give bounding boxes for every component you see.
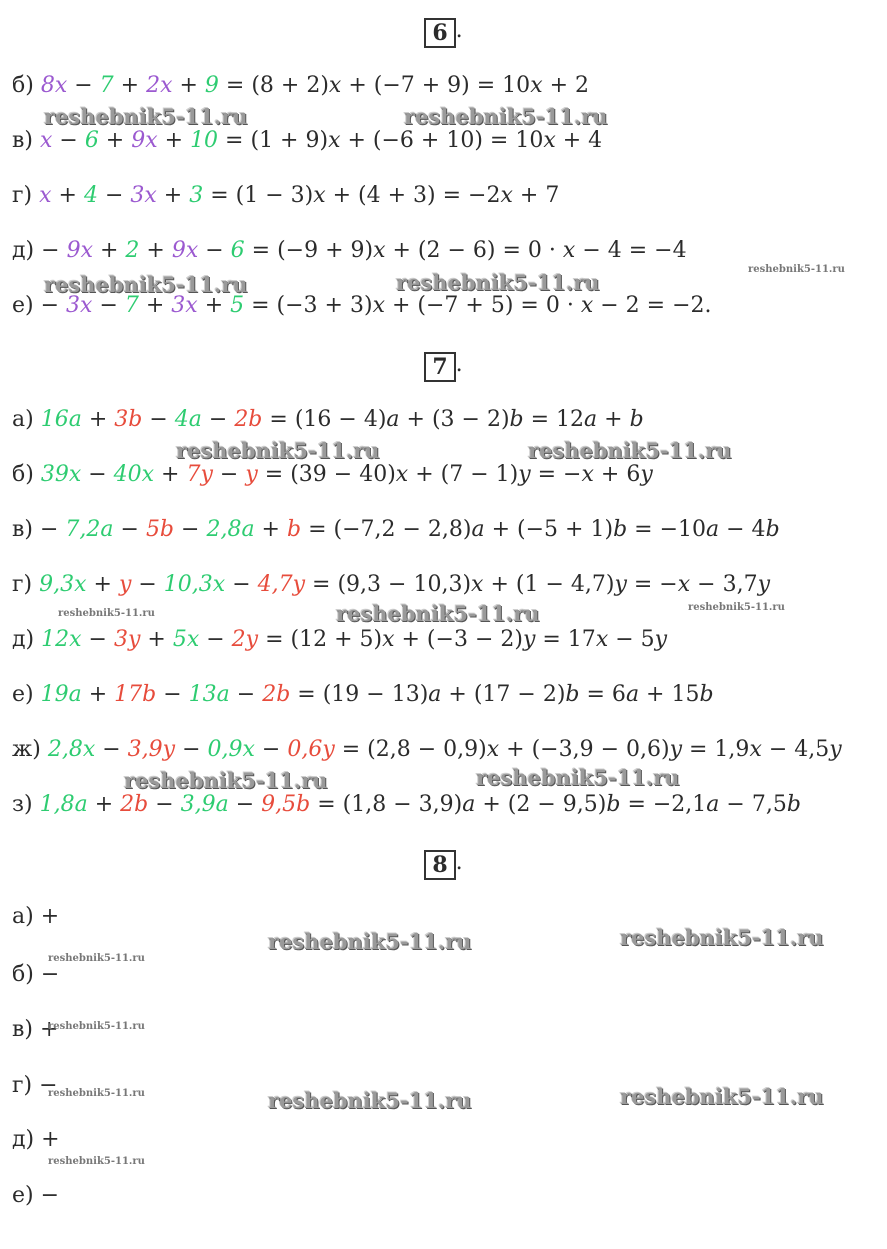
math-text: −	[131, 572, 164, 597]
math-text: a	[386, 407, 400, 432]
math-text: +	[172, 73, 205, 98]
math-text: −	[41, 238, 67, 263]
item-label: г)	[12, 572, 33, 597]
math-text: = 12	[523, 407, 585, 432]
math-text: +	[197, 293, 231, 318]
watermark: reshebnik5-11.ru	[48, 1088, 145, 1099]
section-7-header: 7 .	[0, 352, 887, 382]
math-text: b	[765, 517, 780, 542]
math-text: + (3 − 2)	[399, 407, 510, 432]
math-text: + 2	[542, 73, 590, 98]
term: 5b	[145, 517, 175, 542]
item-label: е)	[12, 682, 34, 707]
term: 2x	[146, 73, 173, 98]
equation-line	[12, 237, 687, 265]
item-label: г)	[12, 1073, 33, 1098]
math-text: = (−3 + 3)	[244, 293, 373, 318]
math-text: a	[706, 792, 720, 817]
math-text: = −	[530, 462, 582, 487]
math-text: −	[148, 792, 181, 817]
term: 2,8a	[206, 517, 255, 542]
math-text: + (−7 + 5) = 0 ·	[384, 293, 581, 318]
item-label: д)	[12, 627, 35, 652]
watermark: reshebnik5-11.ru	[44, 272, 248, 297]
term: 3x	[66, 293, 93, 318]
math-text: x	[471, 572, 484, 597]
term: 17b	[114, 682, 157, 707]
math-text: + 6	[593, 462, 641, 487]
math-text: = 17	[535, 627, 596, 652]
answer-line	[12, 1182, 59, 1210]
term: 3y	[113, 627, 141, 652]
term: 9x	[171, 238, 199, 263]
math-text: − 4 = −4	[575, 238, 687, 263]
math-text: +	[597, 407, 630, 432]
math-text: +	[81, 407, 115, 432]
term: 2,8x	[47, 737, 96, 762]
term: 7y	[186, 462, 213, 487]
math-text: −	[174, 517, 207, 542]
math-text: = 6	[579, 682, 626, 707]
equation-line	[12, 791, 801, 819]
math-text: = (19 − 13)	[290, 682, 429, 707]
math-text: = (2,8 − 0,9)	[334, 737, 487, 762]
math-text: +	[40, 904, 60, 929]
math-text: −	[212, 462, 246, 487]
term: 3,9a	[180, 792, 229, 817]
watermark: reshebnik5-11.ru	[44, 104, 248, 129]
math-text: y	[640, 462, 653, 487]
math-text: a	[462, 792, 476, 817]
watermark: reshebnik5-11.ru	[176, 438, 380, 463]
answer-line	[12, 961, 59, 989]
math-text: − 4,5	[761, 737, 830, 762]
math-text: +	[139, 238, 172, 263]
math-text: −	[198, 238, 231, 263]
math-text: + (4 + 3) = −2	[325, 183, 501, 208]
term: 7	[124, 293, 139, 318]
term: 3b	[114, 407, 143, 432]
math-text: + 4	[555, 128, 603, 153]
section-8-header: 8 .	[0, 850, 887, 880]
math-text: x	[543, 128, 556, 153]
item-label: а)	[12, 407, 34, 432]
math-text: x	[328, 73, 342, 98]
math-text: + (2 − 6) = 0 ·	[385, 238, 563, 263]
watermark: reshebnik5-11.ru	[528, 438, 732, 463]
math-text: = (−9 + 9)	[244, 238, 374, 263]
math-text: x	[328, 128, 341, 153]
term: 5	[230, 293, 245, 318]
term: 4a	[174, 407, 202, 432]
math-text: = −	[626, 572, 678, 597]
watermark: reshebnik5-11.ru	[48, 1021, 145, 1032]
math-text: y	[757, 572, 771, 597]
math-text: +	[98, 128, 132, 153]
term: 19a	[40, 682, 82, 707]
math-text: −	[254, 737, 288, 762]
watermark: reshebnik5-11.ru	[620, 925, 824, 950]
math-text: b	[606, 792, 621, 817]
math-text: a	[706, 517, 720, 542]
math-text: +	[138, 293, 172, 318]
math-text: −	[95, 737, 128, 762]
term: 2y	[231, 627, 259, 652]
term: 9,3x	[39, 572, 87, 597]
term: x	[39, 183, 52, 208]
section-6-header: 6 .	[0, 18, 887, 48]
item-label: в)	[12, 517, 33, 542]
term: 7	[99, 73, 114, 98]
math-text: x	[500, 183, 513, 208]
section-number: 7	[424, 352, 455, 382]
math-text: x	[530, 73, 543, 98]
watermark: reshebnik5-11.ru	[688, 602, 785, 613]
equation-line	[12, 516, 780, 544]
math-text: −	[199, 627, 232, 652]
answer-line	[12, 1126, 60, 1154]
math-text: a	[471, 517, 485, 542]
math-text: + 15	[639, 682, 700, 707]
item-label: г)	[12, 183, 33, 208]
term: 2b	[234, 407, 263, 432]
math-text: = (1,8 − 3,9)	[310, 792, 463, 817]
math-text: − 7,5	[719, 792, 787, 817]
watermark: reshebnik5-11.ru	[476, 765, 680, 790]
watermark: reshebnik5-11.ru	[268, 1088, 472, 1113]
math-text: b	[509, 407, 524, 432]
equation-line	[12, 571, 770, 599]
math-text: −	[39, 517, 66, 542]
math-text: = (39 − 40)	[257, 462, 396, 487]
term: 4	[83, 183, 98, 208]
item-label: з)	[12, 792, 33, 817]
equation-line	[12, 461, 653, 489]
math-text: +	[156, 183, 190, 208]
math-text: x	[395, 462, 409, 487]
math-text: = (9,3 − 10,3)	[305, 572, 472, 597]
math-text: −	[175, 737, 208, 762]
term: 10,3x	[163, 572, 226, 597]
math-text: − 5	[608, 627, 655, 652]
item-label: а)	[12, 904, 34, 929]
math-text: + (1 − 4,7)	[483, 572, 615, 597]
math-text: − 4	[719, 517, 766, 542]
term: 6	[230, 238, 245, 263]
term: 3	[189, 183, 204, 208]
term: 16a	[40, 407, 82, 432]
math-text: +	[157, 128, 191, 153]
math-text: = (8 + 2)	[218, 73, 329, 98]
math-text: +	[154, 462, 187, 487]
watermark: reshebnik5-11.ru	[268, 929, 472, 954]
math-text: y	[829, 737, 842, 762]
math-text: −	[113, 517, 146, 542]
math-text: −	[97, 183, 131, 208]
item-label: е)	[12, 1183, 34, 1208]
math-text: − 2 = −2.	[593, 293, 712, 318]
item-label: б)	[12, 462, 34, 487]
term: 9,5b	[261, 792, 311, 817]
math-text: +	[41, 1127, 60, 1152]
math-text: x	[595, 627, 609, 652]
watermark: reshebnik5-11.ru	[396, 270, 600, 295]
math-text: −	[156, 682, 189, 707]
term: 2b	[262, 682, 291, 707]
term: y	[118, 572, 132, 597]
math-text: b	[629, 407, 644, 432]
math-text: x	[372, 293, 385, 318]
term: b	[286, 517, 302, 542]
term: 0,9x	[207, 737, 255, 762]
term: 3x	[130, 183, 157, 208]
math-text: −	[40, 962, 60, 987]
math-text: +	[81, 682, 115, 707]
math-text: x	[382, 627, 395, 652]
equation-line	[12, 72, 589, 100]
math-text: b	[613, 517, 628, 542]
math-text: −	[81, 627, 114, 652]
math-text: = −10	[627, 517, 707, 542]
math-text: + (17 − 2)	[441, 682, 566, 707]
math-text: + (7 − 1)	[408, 462, 519, 487]
watermark: reshebnik5-11.ru	[620, 1084, 824, 1109]
term: 0,6y	[287, 737, 335, 762]
math-text: = 1,9	[682, 737, 750, 762]
section-number: 6	[424, 18, 455, 48]
term: 9	[204, 73, 219, 98]
math-text: x	[677, 572, 691, 597]
math-text: b	[786, 792, 801, 817]
math-text: +	[87, 792, 121, 817]
equation-line	[12, 406, 644, 434]
math-text: +	[254, 517, 287, 542]
math-text: = (16 − 4)	[262, 407, 387, 432]
math-text: = (1 − 3)	[203, 183, 314, 208]
equation-line	[12, 292, 712, 320]
term: 3x	[171, 293, 198, 318]
term: 2b	[120, 792, 149, 817]
term: 7,2a	[65, 517, 114, 542]
equation-line	[12, 182, 559, 210]
term: 9x	[66, 238, 93, 263]
math-text: = (12 + 5)	[258, 627, 383, 652]
item-label: е)	[12, 293, 34, 318]
math-text: − 3,7	[690, 572, 758, 597]
math-text: x	[580, 293, 594, 318]
math-text: = (1 + 9)	[218, 128, 329, 153]
math-text: +	[92, 238, 126, 263]
math-text: +	[86, 572, 119, 597]
math-text: + (−7 + 9) = 10	[341, 73, 531, 98]
math-text: +	[39, 1017, 59, 1042]
math-text: −	[52, 128, 85, 153]
math-text: = (−7,2 − 2,8)	[301, 517, 472, 542]
item-label: д)	[12, 1127, 35, 1152]
answer-line	[12, 1016, 58, 1044]
answer-line	[12, 903, 59, 931]
math-text: y	[654, 627, 668, 652]
watermark: reshebnik5-11.ru	[404, 104, 608, 129]
math-text: x	[313, 183, 326, 208]
term: 8x	[40, 73, 68, 98]
item-label: в)	[12, 1017, 33, 1042]
math-text: y	[614, 572, 627, 597]
math-text: y	[522, 627, 536, 652]
math-text: b	[699, 682, 714, 707]
term: 12x	[41, 627, 82, 652]
math-text: −	[229, 682, 263, 707]
equation-line	[12, 681, 714, 709]
math-text: −	[67, 73, 100, 98]
watermark: reshebnik5-11.ru	[748, 264, 845, 275]
term: 39x	[40, 462, 82, 487]
item-label: в)	[12, 128, 33, 153]
math-text: −	[81, 462, 114, 487]
term: 2	[125, 238, 140, 263]
math-text: −	[40, 293, 67, 318]
term: 13a	[188, 682, 230, 707]
math-text: + 7	[512, 183, 560, 208]
math-text: + (−5 + 1)	[484, 517, 614, 542]
math-text: + (−3 − 2)	[394, 627, 523, 652]
math-text: −	[142, 407, 175, 432]
item-label: б)	[12, 73, 34, 98]
math-text: b	[565, 682, 580, 707]
math-text: +	[113, 73, 147, 98]
math-text: + (2 − 9,5)	[475, 792, 607, 817]
math-text: a	[625, 682, 640, 707]
term: 6	[84, 128, 99, 153]
equation-line	[12, 127, 602, 155]
term: 4,7y	[257, 572, 306, 597]
math-text: x	[562, 238, 576, 263]
math-text: −	[228, 792, 262, 817]
watermark: reshebnik5-11.ru	[124, 768, 328, 793]
math-text: x	[581, 462, 594, 487]
math-text: = −2,1	[620, 792, 707, 817]
term: 10	[190, 128, 219, 153]
math-text: a	[584, 407, 598, 432]
math-text: −	[40, 1183, 60, 1208]
math-text: x	[486, 737, 500, 762]
equation-line	[12, 626, 667, 654]
math-text: + (−3,9 − 0,6)	[499, 737, 670, 762]
math-text: −	[201, 407, 235, 432]
math-text: −	[92, 293, 125, 318]
item-label: д)	[12, 238, 35, 263]
math-text: +	[51, 183, 84, 208]
term: 1,8a	[39, 792, 88, 817]
item-label: б)	[12, 962, 34, 987]
watermark: reshebnik5-11.ru	[336, 601, 540, 626]
math-text: x	[749, 737, 762, 762]
equation-line	[12, 736, 842, 764]
math-text: y	[518, 462, 531, 487]
watermark: reshebnik5-11.ru	[48, 953, 145, 964]
answer-line	[12, 1072, 58, 1100]
term: 5x	[172, 627, 200, 652]
term: y	[245, 462, 258, 487]
term: 9x	[131, 128, 158, 153]
math-text: −	[225, 572, 258, 597]
math-text: −	[39, 1073, 58, 1098]
watermark: reshebnik5-11.ru	[48, 1156, 145, 1167]
section-number: 8	[424, 850, 455, 880]
term: 40x	[113, 462, 155, 487]
watermark: reshebnik5-11.ru	[58, 608, 155, 619]
math-text: + (−6 + 10) = 10	[340, 128, 544, 153]
math-text: x	[373, 238, 386, 263]
math-text: +	[140, 627, 173, 652]
math-text: y	[669, 737, 683, 762]
item-label: ж)	[12, 737, 41, 762]
term: x	[39, 128, 53, 153]
term: 3,9y	[127, 737, 176, 762]
math-text: a	[428, 682, 442, 707]
